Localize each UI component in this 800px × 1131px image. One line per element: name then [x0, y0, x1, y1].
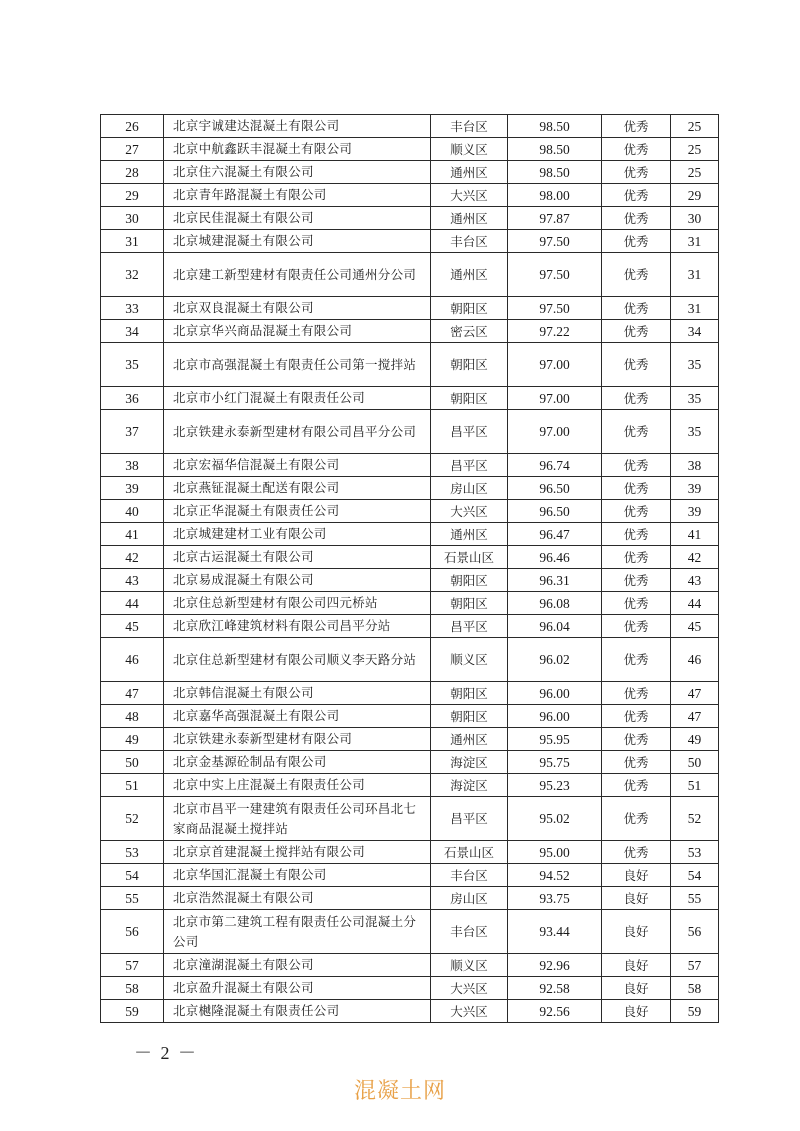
- score-cell: 95.75: [508, 751, 602, 774]
- rank-cell: 25: [671, 138, 719, 161]
- score-cell: 98.50: [508, 161, 602, 184]
- grade-cell: 良好: [602, 910, 671, 954]
- table-row: [101, 797, 719, 841]
- table-row: [101, 477, 719, 500]
- district-cell: 通州区: [431, 207, 508, 230]
- score-cell: 96.02: [508, 638, 602, 682]
- company-name-cell: 北京燕钲混凝土配送有限公司: [164, 477, 431, 500]
- rank-cell: 45: [671, 615, 719, 638]
- company-name-cell: 北京浩然混凝土有限公司: [164, 887, 431, 910]
- district-cell: 海淀区: [431, 751, 508, 774]
- table-row: [101, 615, 719, 638]
- score-cell: 94.52: [508, 864, 602, 887]
- company-name-cell: 北京中实上庄混凝土有限责任公司: [164, 774, 431, 797]
- company-name-cell: 北京樾隆混凝土有限责任公司: [164, 1000, 431, 1023]
- score-cell: 97.00: [508, 343, 602, 387]
- table-row: [101, 751, 719, 774]
- rank-cell: 35: [671, 387, 719, 410]
- rank-cell: 41: [671, 523, 719, 546]
- district-cell: 大兴区: [431, 184, 508, 207]
- row-number-cell: 30: [101, 207, 164, 230]
- company-name-cell: 北京潼湖混凝土有限公司: [164, 954, 431, 977]
- grade-cell: 优秀: [602, 523, 671, 546]
- table-row: [101, 500, 719, 523]
- grade-cell: 优秀: [602, 569, 671, 592]
- district-cell: 昌平区: [431, 797, 508, 841]
- grade-cell: 良好: [602, 887, 671, 910]
- company-name-cell: 北京京首建混凝土搅拌站有限公司: [164, 841, 431, 864]
- district-cell: 顺义区: [431, 138, 508, 161]
- grade-cell: 优秀: [602, 705, 671, 728]
- score-cell: 96.50: [508, 500, 602, 523]
- rank-cell: 47: [671, 682, 719, 705]
- rank-cell: 49: [671, 728, 719, 751]
- row-number-cell: 49: [101, 728, 164, 751]
- company-name-cell: 北京古运混凝土有限公司: [164, 546, 431, 569]
- score-cell: 97.87: [508, 207, 602, 230]
- company-name-cell: 北京住总新型建材有限公司顺义李天路分站: [164, 638, 431, 682]
- grade-cell: 优秀: [602, 343, 671, 387]
- grade-cell: 优秀: [602, 477, 671, 500]
- grade-cell: 良好: [602, 864, 671, 887]
- rank-cell: 58: [671, 977, 719, 1000]
- district-cell: 海淀区: [431, 774, 508, 797]
- rank-cell: 54: [671, 864, 719, 887]
- row-number-cell: 58: [101, 977, 164, 1000]
- score-cell: 96.46: [508, 546, 602, 569]
- table-row: [101, 954, 719, 977]
- company-name-cell: 北京市高强混凝土有限责任公司第一搅拌站: [164, 343, 431, 387]
- rank-cell: 39: [671, 477, 719, 500]
- company-name-cell: 北京铁建永泰新型建材有限公司昌平分公司: [164, 410, 431, 454]
- company-name-cell: 北京城建建材工业有限公司: [164, 523, 431, 546]
- table-row: [101, 343, 719, 387]
- score-cell: 97.50: [508, 230, 602, 253]
- table-row: [101, 705, 719, 728]
- district-cell: 朝阳区: [431, 592, 508, 615]
- row-number-cell: 48: [101, 705, 164, 728]
- score-cell: 95.00: [508, 841, 602, 864]
- company-name-cell: 北京嘉华高强混凝土有限公司: [164, 705, 431, 728]
- score-cell: 96.74: [508, 454, 602, 477]
- company-name-cell: 北京铁建永泰新型建材有限公司: [164, 728, 431, 751]
- grade-cell: 良好: [602, 1000, 671, 1023]
- company-name-cell: 北京建工新型建材有限责任公司通州分公司: [164, 253, 431, 297]
- row-number-cell: 57: [101, 954, 164, 977]
- ranking-table: [100, 114, 719, 1023]
- row-number-cell: 52: [101, 797, 164, 841]
- row-number-cell: 39: [101, 477, 164, 500]
- district-cell: 昌平区: [431, 615, 508, 638]
- district-cell: 石景山区: [431, 546, 508, 569]
- rank-cell: 35: [671, 410, 719, 454]
- company-name-cell: 北京华国汇混凝土有限公司: [164, 864, 431, 887]
- table-row: [101, 138, 719, 161]
- district-cell: 丰台区: [431, 864, 508, 887]
- rank-cell: 25: [671, 161, 719, 184]
- row-number-cell: 29: [101, 184, 164, 207]
- table-row: [101, 253, 719, 297]
- district-cell: 通州区: [431, 728, 508, 751]
- row-number-cell: 36: [101, 387, 164, 410]
- district-cell: 大兴区: [431, 500, 508, 523]
- company-name-cell: 北京盈升混凝土有限公司: [164, 977, 431, 1000]
- grade-cell: 优秀: [602, 297, 671, 320]
- row-number-cell: 41: [101, 523, 164, 546]
- district-cell: 朝阳区: [431, 297, 508, 320]
- rank-cell: 56: [671, 910, 719, 954]
- rank-cell: 43: [671, 569, 719, 592]
- table-row: [101, 841, 719, 864]
- page-number: － 2 －: [134, 1043, 198, 1063]
- table-row: [101, 638, 719, 682]
- table-row: [101, 910, 719, 954]
- district-cell: 朝阳区: [431, 343, 508, 387]
- company-name-cell: 北京宇诚建达混凝土有限公司: [164, 115, 431, 138]
- table-row: [101, 728, 719, 751]
- rank-cell: 59: [671, 1000, 719, 1023]
- watermark-logo: 混凝土网: [353, 1079, 446, 1104]
- score-cell: 96.08: [508, 592, 602, 615]
- company-name-cell: 北京中航鑫跃丰混凝土有限公司: [164, 138, 431, 161]
- table-row: [101, 592, 719, 615]
- table-row: [101, 569, 719, 592]
- rank-cell: 31: [671, 297, 719, 320]
- company-name-cell: 北京城建混凝土有限公司: [164, 230, 431, 253]
- company-name-cell: 北京双良混凝土有限公司: [164, 297, 431, 320]
- district-cell: 通州区: [431, 523, 508, 546]
- row-number-cell: 40: [101, 500, 164, 523]
- score-cell: 95.23: [508, 774, 602, 797]
- grade-cell: 优秀: [602, 728, 671, 751]
- table-row: [101, 320, 719, 343]
- grade-cell: 优秀: [602, 387, 671, 410]
- table-row: [101, 864, 719, 887]
- rank-cell: 34: [671, 320, 719, 343]
- table-row: [101, 887, 719, 910]
- rank-cell: 53: [671, 841, 719, 864]
- rank-cell: 52: [671, 797, 719, 841]
- table-row: [101, 184, 719, 207]
- grade-cell: 优秀: [602, 138, 671, 161]
- table-row: [101, 410, 719, 454]
- row-number-cell: 43: [101, 569, 164, 592]
- company-name-cell: 北京青年路混凝土有限公司: [164, 184, 431, 207]
- grade-cell: 优秀: [602, 615, 671, 638]
- company-name-cell: 北京宏福华信混凝土有限公司: [164, 454, 431, 477]
- table-row: [101, 682, 719, 705]
- company-name-cell: 北京正华混凝土有限责任公司: [164, 500, 431, 523]
- row-number-cell: 34: [101, 320, 164, 343]
- score-cell: 92.56: [508, 1000, 602, 1023]
- grade-cell: 优秀: [602, 841, 671, 864]
- row-number-cell: 56: [101, 910, 164, 954]
- grade-cell: 优秀: [602, 500, 671, 523]
- grade-cell: 优秀: [602, 230, 671, 253]
- row-number-cell: 38: [101, 454, 164, 477]
- grade-cell: 优秀: [602, 638, 671, 682]
- company-name-cell: 北京市小红门混凝土有限责任公司: [164, 387, 431, 410]
- grade-cell: 优秀: [602, 546, 671, 569]
- score-cell: 95.95: [508, 728, 602, 751]
- table-row: [101, 454, 719, 477]
- district-cell: 大兴区: [431, 1000, 508, 1023]
- district-cell: 朝阳区: [431, 682, 508, 705]
- score-cell: 97.00: [508, 410, 602, 454]
- row-number-cell: 46: [101, 638, 164, 682]
- score-cell: 93.75: [508, 887, 602, 910]
- rank-cell: 38: [671, 454, 719, 477]
- rank-cell: 35: [671, 343, 719, 387]
- row-number-cell: 26: [101, 115, 164, 138]
- rank-cell: 39: [671, 500, 719, 523]
- district-cell: 房山区: [431, 477, 508, 500]
- rank-cell: 29: [671, 184, 719, 207]
- district-cell: 通州区: [431, 161, 508, 184]
- rank-cell: 57: [671, 954, 719, 977]
- score-cell: 96.00: [508, 705, 602, 728]
- rank-cell: 47: [671, 705, 719, 728]
- company-name-cell: 北京市昌平一建建筑有限责任公司环昌北七家商品混凝土搅拌站: [164, 797, 431, 841]
- score-cell: 96.50: [508, 477, 602, 500]
- score-cell: 96.00: [508, 682, 602, 705]
- grade-cell: 优秀: [602, 207, 671, 230]
- rank-cell: 31: [671, 253, 719, 297]
- company-name-cell: 北京易成混凝土有限公司: [164, 569, 431, 592]
- rank-cell: 55: [671, 887, 719, 910]
- rank-cell: 50: [671, 751, 719, 774]
- company-name-cell: 北京市第二建筑工程有限责任公司混凝土分公司: [164, 910, 431, 954]
- table-row: [101, 297, 719, 320]
- row-number-cell: 53: [101, 841, 164, 864]
- rank-cell: 42: [671, 546, 719, 569]
- row-number-cell: 31: [101, 230, 164, 253]
- score-cell: 96.47: [508, 523, 602, 546]
- grade-cell: 优秀: [602, 320, 671, 343]
- company-name-cell: 北京韩信混凝土有限公司: [164, 682, 431, 705]
- score-cell: 98.50: [508, 115, 602, 138]
- row-number-cell: 54: [101, 864, 164, 887]
- district-cell: 丰台区: [431, 115, 508, 138]
- table-row: [101, 774, 719, 797]
- rank-cell: 46: [671, 638, 719, 682]
- grade-cell: 良好: [602, 977, 671, 1000]
- grade-cell: 优秀: [602, 774, 671, 797]
- grade-cell: 优秀: [602, 115, 671, 138]
- score-cell: 98.50: [508, 138, 602, 161]
- district-cell: 房山区: [431, 887, 508, 910]
- score-cell: 97.50: [508, 253, 602, 297]
- row-number-cell: 50: [101, 751, 164, 774]
- district-cell: 朝阳区: [431, 569, 508, 592]
- row-number-cell: 55: [101, 887, 164, 910]
- grade-cell: 优秀: [602, 682, 671, 705]
- table-row: [101, 1000, 719, 1023]
- grade-cell: 优秀: [602, 410, 671, 454]
- district-cell: 顺义区: [431, 638, 508, 682]
- district-cell: 大兴区: [431, 977, 508, 1000]
- score-cell: 96.04: [508, 615, 602, 638]
- rank-cell: 30: [671, 207, 719, 230]
- rank-cell: 25: [671, 115, 719, 138]
- company-name-cell: 北京京华兴商品混凝土有限公司: [164, 320, 431, 343]
- district-cell: 通州区: [431, 253, 508, 297]
- district-cell: 丰台区: [431, 910, 508, 954]
- district-cell: 昌平区: [431, 454, 508, 477]
- rank-cell: 44: [671, 592, 719, 615]
- table-row: [101, 523, 719, 546]
- score-cell: 97.00: [508, 387, 602, 410]
- row-number-cell: 51: [101, 774, 164, 797]
- grade-cell: 优秀: [602, 253, 671, 297]
- table-row: [101, 546, 719, 569]
- table-row: [101, 387, 719, 410]
- rank-cell: 31: [671, 230, 719, 253]
- grade-cell: 优秀: [602, 184, 671, 207]
- score-cell: 97.22: [508, 320, 602, 343]
- table-row: [101, 230, 719, 253]
- row-number-cell: 42: [101, 546, 164, 569]
- rank-cell: 51: [671, 774, 719, 797]
- score-cell: 95.02: [508, 797, 602, 841]
- row-number-cell: 32: [101, 253, 164, 297]
- row-number-cell: 44: [101, 592, 164, 615]
- row-number-cell: 59: [101, 1000, 164, 1023]
- table-row: [101, 161, 719, 184]
- district-cell: 顺义区: [431, 954, 508, 977]
- table-row: [101, 977, 719, 1000]
- company-name-cell: 北京住六混凝土有限公司: [164, 161, 431, 184]
- score-cell: 96.31: [508, 569, 602, 592]
- ranking-table-body: [101, 115, 719, 1023]
- grade-cell: 优秀: [602, 797, 671, 841]
- grade-cell: 优秀: [602, 161, 671, 184]
- grade-cell: 优秀: [602, 454, 671, 477]
- district-cell: 昌平区: [431, 410, 508, 454]
- row-number-cell: 35: [101, 343, 164, 387]
- score-cell: 93.44: [508, 910, 602, 954]
- score-cell: 97.50: [508, 297, 602, 320]
- grade-cell: 优秀: [602, 592, 671, 615]
- district-cell: 密云区: [431, 320, 508, 343]
- district-cell: 朝阳区: [431, 705, 508, 728]
- row-number-cell: 27: [101, 138, 164, 161]
- score-cell: 98.00: [508, 184, 602, 207]
- row-number-cell: 45: [101, 615, 164, 638]
- table-row: [101, 207, 719, 230]
- score-cell: 92.58: [508, 977, 602, 1000]
- row-number-cell: 37: [101, 410, 164, 454]
- company-name-cell: 北京金基源砼制品有限公司: [164, 751, 431, 774]
- table-row: [101, 115, 719, 138]
- row-number-cell: 33: [101, 297, 164, 320]
- district-cell: 石景山区: [431, 841, 508, 864]
- grade-cell: 优秀: [602, 751, 671, 774]
- district-cell: 朝阳区: [431, 387, 508, 410]
- row-number-cell: 28: [101, 161, 164, 184]
- grade-cell: 良好: [602, 954, 671, 977]
- row-number-cell: 47: [101, 682, 164, 705]
- score-cell: 92.96: [508, 954, 602, 977]
- company-name-cell: 北京民佳混凝土有限公司: [164, 207, 431, 230]
- company-name-cell: 北京欣江峰建筑材料有限公司昌平分站: [164, 615, 431, 638]
- company-name-cell: 北京住总新型建材有限公司四元桥站: [164, 592, 431, 615]
- district-cell: 丰台区: [431, 230, 508, 253]
